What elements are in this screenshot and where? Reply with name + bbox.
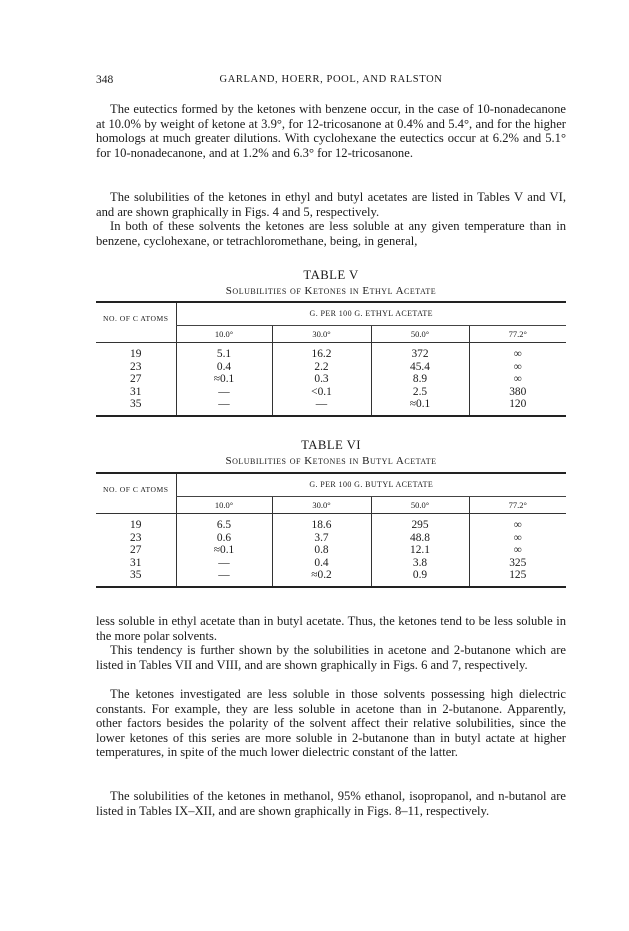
column-group-header: G. PER 100 G. ETHYL ACETATE [176, 302, 566, 326]
table-cell: 6.5 [176, 514, 272, 532]
table-vi [96, 472, 566, 588]
table-cell: 48.8 [371, 532, 469, 545]
table-cell: 27 [130, 373, 142, 386]
column-group-header: G. PER 100 G. BUTYL ACETATE [176, 473, 566, 497]
table-cell: ∞ [469, 532, 566, 545]
table-cell: — [176, 386, 272, 399]
table-cell: 3.8 [371, 557, 469, 570]
table-cell: 31 [130, 385, 142, 398]
paragraph-acetone-butanone: This tendency is further shown by the solubilities in acetone and 2-butanone which are listed in Tables VII and VIII, and are shown graphically in Figs. 6 and 7, respectively. [96, 643, 566, 672]
table-row [96, 373, 566, 386]
table-cell: ∞ [469, 514, 566, 532]
table-row [96, 398, 566, 416]
table-cell: 325 [469, 557, 566, 570]
paragraph-acetates-intro: The solubilities of the ketones in ethyl and butyl acetates are listed in Tables V and VI, and are shown graphically in Figs. 4 and 5, respectively. [96, 190, 566, 219]
temp-header: 30.0° [272, 326, 371, 343]
table-cell: 18.6 [272, 514, 371, 532]
table-cell: — [176, 557, 272, 570]
temp-header: 30.0° [272, 497, 371, 514]
table-cell: 19 [130, 348, 142, 360]
table-cell: 0.3 [272, 373, 371, 386]
table-cell: 19 [130, 519, 142, 531]
table-cell: ≈0.1 [176, 544, 272, 557]
table-cell: 2.2 [272, 361, 371, 374]
table-cell: ∞ [469, 373, 566, 386]
table-cell: 35 [96, 569, 176, 587]
row-header: NO. OF C ATOMS [96, 473, 176, 497]
table-cell: — [176, 398, 272, 416]
table-cell: 45.4 [371, 361, 469, 374]
table-cell: 23 [130, 531, 142, 544]
table-cell: 31 [130, 556, 142, 569]
table-row [96, 343, 566, 361]
table-cell: 0.8 [272, 544, 371, 557]
table-cell: ∞ [469, 361, 566, 374]
paragraph-dielectric: The ketones investigated are less soluble in those solvents possessing high dielectric constants. For example, they are less soluble in acetone than in 2-butanone. Apparently, other factors besides the polarity of the solvent affect their relative solubilities, since the lower ketones of this series are more soluble in 2-butanone than in butyl actate at higher temperatures, in spite of the much lower dielectric constant of the latter. [96, 687, 566, 760]
table-cell: 120 [469, 398, 566, 416]
table-cell: 8.9 [371, 373, 469, 386]
table-cell: 0.4 [272, 557, 371, 570]
page-number: 348 [96, 74, 114, 86]
table-cell: ≈0.2 [272, 569, 371, 587]
running-title: GARLAND, HOERR, POOL, AND RALSTON [219, 74, 443, 85]
table-cell: 5.1 [176, 343, 272, 361]
table-cell: 2.5 [371, 386, 469, 399]
temp-header: 50.0° [371, 326, 469, 343]
table-cell: 35 [96, 398, 176, 416]
table-cell: — [272, 398, 371, 416]
table-cell: ∞ [469, 343, 566, 361]
page-header [96, 74, 566, 90]
table-row [96, 514, 566, 532]
table-cell: 0.9 [371, 569, 469, 587]
table-row [96, 544, 566, 557]
temp-header: 10.0° [176, 497, 272, 514]
table-cell: 27 [130, 544, 142, 557]
temp-header: 77.2° [469, 497, 566, 514]
table-cell: 12.1 [371, 544, 469, 557]
paragraph-alcohols: The solubilities of the ketones in methanol, 95% ethanol, isopropanol, and n-butanol are listed in Tables IX–XII, and are shown graphically in Figs. 8–11, respectively. [96, 789, 566, 818]
table-vi-title: Solubilities of Ketones in Butyl Acetate [225, 455, 437, 467]
table-row [96, 532, 566, 545]
temp-header: 10.0° [176, 326, 272, 343]
table-cell: 23 [130, 360, 142, 373]
table-vi-label: TABLE VI [301, 438, 361, 452]
table-v-title: Solubilities of Ketones in Ethyl Acetate [225, 285, 437, 297]
paragraph-eutectics: The eutectics formed by the ketones with benzene occur, in the case of 10-nonadecanone at 10.0% by weight of ketone at 3.9°, for 12-tricosanone at 0.4% and 5.4°, and for the higher homologs at much greater dilutions. With cyclohexane the eutectics occur at 6.2% and 5.1° for 10-nonadecanone, and at 1.2% and 6.3° for 12-tricosanone. [96, 102, 566, 160]
table-cell: 380 [469, 386, 566, 399]
paragraph-ethyl-butyl: less soluble in ethyl acetate than in butyl acetate. Thus, the ketones tend to be less soluble in the more polar solvents. [96, 614, 566, 643]
paragraph-solubility-compare: In both of these solvents the ketones are less soluble at any given temperature than in benzene, cyclohexane, or tetrachloromethane, being, in general, [96, 219, 566, 248]
table-v-label: TABLE V [303, 268, 359, 282]
table-cell: 125 [469, 569, 566, 587]
row-header: NO. OF C ATOMS [96, 302, 176, 326]
table-cell: 0.6 [176, 532, 272, 545]
table-cell: ≈0.1 [176, 373, 272, 386]
temp-header: 50.0° [371, 497, 469, 514]
table-cell: 372 [371, 343, 469, 361]
table-cell: 3.7 [272, 532, 371, 545]
table-cell: <0.1 [272, 386, 371, 399]
table-v [96, 301, 566, 417]
table-row [96, 386, 566, 399]
table-cell: — [176, 569, 272, 587]
table-cell: ∞ [469, 544, 566, 557]
table-cell: 16.2 [272, 343, 371, 361]
table-cell: 0.4 [176, 361, 272, 374]
table-row [96, 361, 566, 374]
table-cell: ≈0.1 [371, 398, 469, 416]
table-row [96, 557, 566, 570]
table-cell: 295 [371, 514, 469, 532]
table-row [96, 569, 566, 587]
temp-header: 77.2° [469, 326, 566, 343]
